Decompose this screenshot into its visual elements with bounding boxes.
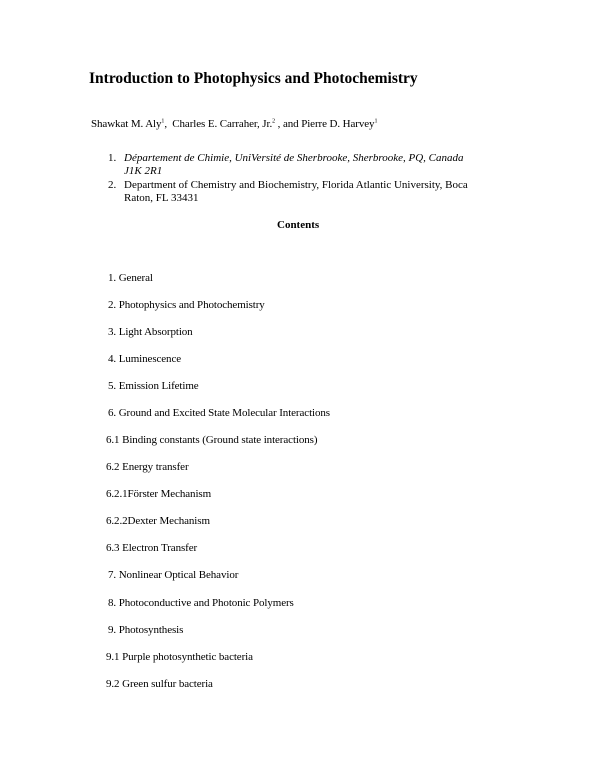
- toc-item: 3. Light Absorption: [108, 326, 193, 338]
- affiliation-text: J1K 2R1: [124, 165, 163, 177]
- toc-item: 6.2.1Förster Mechanism: [106, 488, 212, 500]
- toc-item: 6. Ground and Excited State Molecular Interactions: [108, 407, 330, 419]
- author-separator: ,: [164, 118, 167, 130]
- toc-item: 9. Photosynthesis: [108, 624, 184, 636]
- toc-item: 4. Luminescence: [108, 353, 182, 365]
- toc-item: 9.2 Green sulfur bacteria: [106, 678, 213, 690]
- toc-item: 6.2.2Dexter Mechanism: [106, 515, 210, 527]
- toc-item: 1. General: [108, 272, 153, 284]
- author-name: Pierre D. Harvey: [301, 118, 375, 130]
- affiliation-number: 2.: [108, 179, 117, 191]
- paper-title: Introduction to Photophysics and Photochemistry: [89, 70, 418, 87]
- toc-item: 5. Emission Lifetime: [108, 380, 199, 392]
- toc-item: 6.1 Binding constants (Ground state interactions): [106, 434, 318, 446]
- toc-item: 6.3 Electron Transfer: [106, 542, 198, 554]
- affiliation-marker: 1: [161, 118, 165, 125]
- affiliation-text: Department of Chemistry and Biochemistry, Florida Atlantic University, Boca: [124, 179, 468, 191]
- affiliation-text: Département de Chimie, UniVersité de Sherbrooke, Sherbrooke, PQ, Canada: [124, 152, 464, 164]
- toc-item: 2. Photophysics and Photochemistry: [108, 299, 265, 311]
- toc-item: 9.1 Purple photosynthetic bacteria: [106, 651, 253, 663]
- toc-item: 6.2 Energy transfer: [106, 461, 189, 473]
- author-name: Charles E. Carraher, Jr.: [172, 118, 273, 130]
- toc-item: 7. Nonlinear Optical Behavior: [108, 569, 239, 581]
- affiliation-text: Raton, FL 33431: [124, 192, 199, 204]
- author-separator: , and: [277, 118, 299, 130]
- affiliation-marker: 2: [272, 118, 275, 125]
- affiliation-marker: 1: [374, 118, 378, 125]
- toc-item: 8. Photoconductive and Photonic Polymers: [108, 597, 294, 609]
- author-name: Shawkat M. Aly: [91, 118, 162, 130]
- affiliation-number: 1.: [108, 152, 117, 164]
- author-line: [91, 118, 377, 130]
- contents-heading: Contents: [277, 219, 320, 231]
